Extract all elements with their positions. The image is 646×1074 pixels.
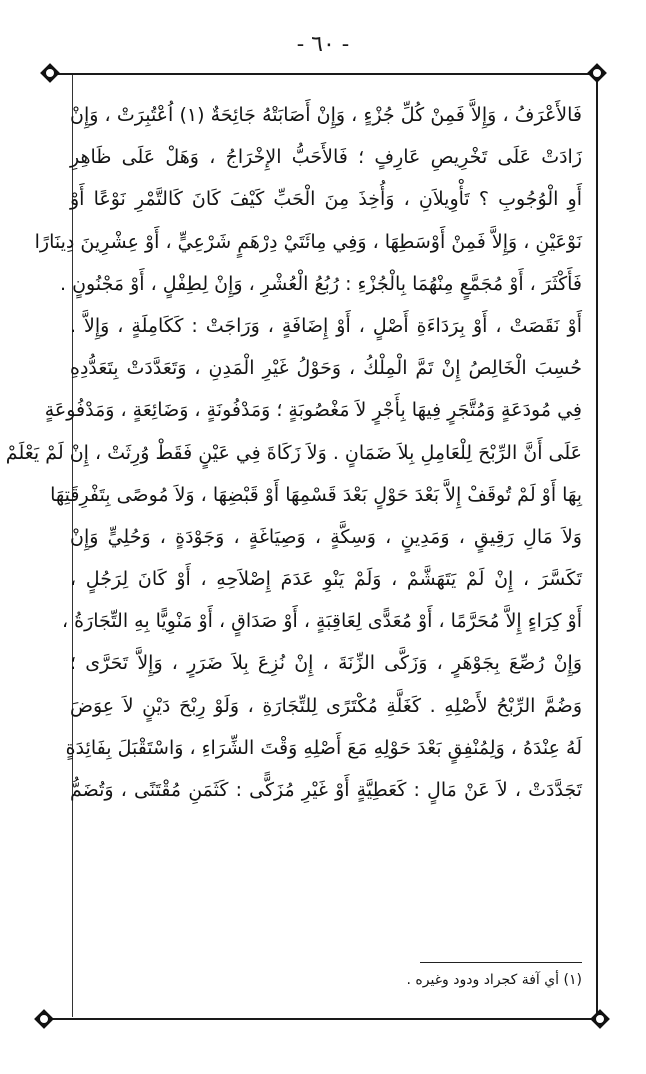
footnote-separator [420, 962, 582, 963]
text-line: تَجَدَّدَتْ ، لاَ عَنْ مَالٍ : كَعَطِيَّةٍ أَوْ غَيْرِ مُزَكًّى : كَثَمَنِ مُقْتَنًى ، وَتُضَمُّ [70, 779, 582, 801]
text-line: أَوِ الْوُجُوبِ ؟ تَأْوِيلاَنِ ، وَأُخِذَ مِنَ الْحَبِّ كَيْفَ كَانَ كَالتَّمْرِ نَوْعًا أَوْ [70, 188, 582, 211]
text-line: عَلَى أَنَّ الرِّبْحَ لِلْعَامِلِ بِلاَ ضَمَانٍ . وَلاَ زَكَاةَ فِي عَيْنٍ فَقَطْ وُرِثَتْ ، إِنْ لَمْ يَعْلَمْ [5, 441, 582, 464]
text-line: نَوْعَيْنِ ، وَإِلاَّ فَمِنْ أَوْسَطِهَا ، وَفِي مِائَتَيْ دِرْهَمٍ شَرْعِيٍّ ، أَوْ عِشْرِينَ دِينَارًا [34, 230, 582, 253]
text-line: فَأَكْثَرَ ، أَوْ مُجَمَّعٍ مِنْهُمَا بِالْجُزْءِ : رُبُعُ الْعُشْرِ ، وَإِنْ لِطِفْلٍ ، أَوْ مَجْنُونٍ . [60, 272, 582, 295]
main-text [5, 94, 582, 811]
text-line: تَكَسَّرَ ، إِنْ لَمْ يَتَهَشَّمْ ، وَلَمْ يَنْوِ عَدَمَ إِصْلاَحِهِ ، أَوْ كَانَ لِرَجُلٍ ، [70, 568, 582, 591]
frame-bottom-rule [44, 1018, 600, 1020]
text-line: فَالأَعْرَفُ ، وَإِلاَّ فَمِنْ كُلِّ جُزْءٍ ، وَإِنْ أَصَابَتْهُ جَائِحَةٌ (١) اُعْتُبِرَتْ ، وَإِنْ [70, 104, 582, 126]
footnote: (١) أي آفة كجراد ودود وغيره . [406, 972, 582, 988]
text-line: فِي مُودَعَةٍ وَمُتَّجَرٍ فِيهَا بِأَجْرٍ لاَ مَغْصُوبَةٍ ؛ وَمَدْفُونَةٍ ، وَضَائِعَةٍ ، وَمَدْفُوعَةٍ [44, 399, 582, 422]
corner-ornament-icon [587, 63, 607, 83]
corner-ornament-icon [40, 63, 60, 83]
corner-ornament-icon [590, 1009, 610, 1029]
text-line: بِهَا أَوْ لَمْ تُوقَفْ إِلاَّ بَعْدَ حَوْلٍ بَعْدَ قَسْمِهَا أَوْ قَبْضِهَا ، وَلاَ مُوصًى بِتَفْرِقَتِهَا [50, 483, 582, 506]
text-line: أَوْ كِرَاءٍ إِلاَّ مُحَرَّمًا ، أَوْ مُعَدًّى لِعَاقِبَةٍ ، أَوْ صَدَاقٍ ، أَوْ مَنْوِيًّا بِهِ التِّجَارَةُ ، [61, 610, 582, 633]
text-line: وَإِنْ رُصِّعَ بِجَوْهَرٍ ، وَزَكَّى الزِّنَةَ ، إِنْ نُزِعَ بِلاَ ضَرَرٍ ، وَإِلاَّ تَحَرَّى ؛ [70, 652, 582, 675]
text-line: وَضُمَّ الرِّبْحُ لأَصْلِهِ . كَغَلَّةِ مُكْتَرًى لِلتِّجَارَةِ ، وَلَوْ رِبْحَ دَيْنٍ لاَ عِوَضَ [70, 694, 582, 717]
frame-right-rule [596, 73, 598, 1019]
text-line: زَادَتْ عَلَى تَخْرِيصِ عَارِفٍ ؛ فَالأَحَبُّ الإِخْرَاجُ ، وَهَلْ عَلَى ظَاهِرِ [70, 146, 582, 169]
text-line: أَوْ نَقَصَتْ ، أَوْ بِرَدَاءَةِ أَصْلٍ ، أَوْ إِضَافَةٍ ، وَرَاجَتْ : كَكَامِلَةٍ ، وَإِلاَّ . [70, 314, 582, 337]
text-line: وَلاَ مَالِ رَقِيقٍ ، وَمَدِينٍ ، وَسِكَّةٍ ، وَصِيَاغَةٍ ، وَجَوْدَةٍ ، وَحُلِيٍّ وَإِنْ [70, 525, 582, 548]
frame-top-rule [50, 73, 598, 75]
text-line: لَهُ عِنْدَهُ ، وَلِمُنْفِقٍ بَعْدَ حَوْلِهِ مَعَ أَصْلِهِ وَقْتَ الشِّرَاءِ ، وَاسْتَقْبَلَ بِفَائِدَةٍ [65, 736, 582, 759]
page-number: - ٦٠ - [296, 32, 350, 57]
corner-ornament-icon [34, 1009, 54, 1029]
text-line: حُسِبَ الْخَالِصُ إِنْ تَمَّ الْمِلْكُ ، وَحَوْلُ غَيْرِ الْمَدِنِ ، وَتَعَدَّدَتْ بِتَعَدُّدِهِ [70, 357, 582, 380]
